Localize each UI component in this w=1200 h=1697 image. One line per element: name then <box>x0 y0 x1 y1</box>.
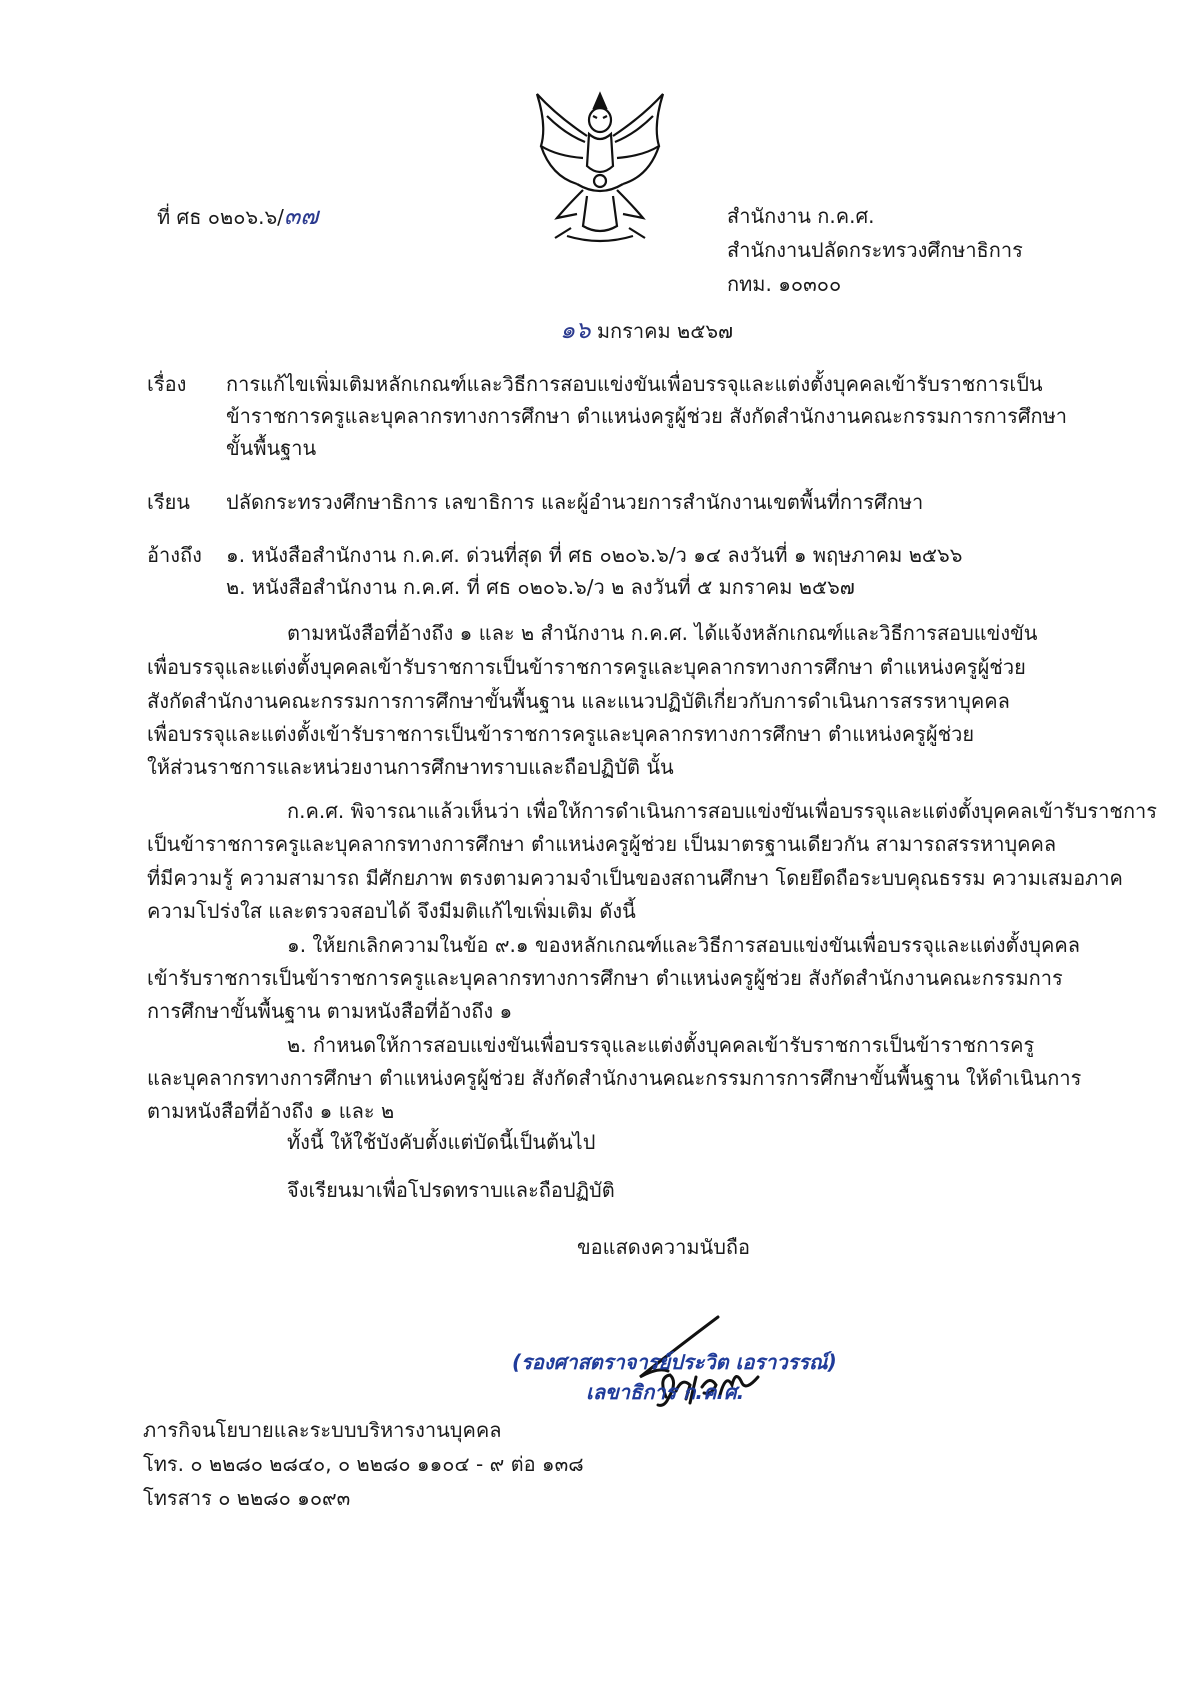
paragraph-1-line-5: ให้ส่วนราชการและหน่วยงานการศึกษาทราบและถือปฏิบัติ นั้น <box>147 755 674 779</box>
item-1-line-3: การศึกษาขั้นพื้นฐาน ตามหนังสือที่อ้างถึง ๑ <box>147 999 513 1023</box>
office-ministry: สำนักงานปลัดกระทรวงศึกษาธิการ <box>727 238 1023 262</box>
item-2-line-2: และบุคลากรทางการศึกษา ตำแหน่งครูผู้ช่วย สังกัดสำนักงานคณะกรรมการการศึกษาขั้นพื้นฐาน ให้ดำเนินการ <box>147 1066 1082 1090</box>
subject-line-3: ขั้นพื้นฐาน <box>226 436 317 460</box>
document-number-handwritten: ๓๗ <box>283 202 319 230</box>
item-2-line-1: ๒. กำหนดให้การสอบแข่งขันเพื่อบรรจุและแต่งตั้งบุคคลเข้ารับราชการเป็นข้าราชการครู <box>287 1033 1035 1057</box>
paragraph-1-line-4: เพื่อบรรจุและแต่งตั้งเข้ารับราชการเป็นข้าราชการครูและบุคลากรทางการศึกษา ตำแหน่งครูผู้ช่วย <box>147 722 975 746</box>
subject-label: เรื่อง <box>147 372 187 396</box>
effective-date-text: ทั้งนี้ ให้ใช้บังคับตั้งแต่บัดนี้เป็นต้นไป <box>287 1130 596 1154</box>
footer-fax: โทรสาร ๐ ๒๒๘๐ ๑๐๙๓ <box>143 1486 351 1510</box>
signer-title: เลขาธิการ ก.ค.ศ. <box>586 1380 745 1404</box>
paragraph-1-line-3: สังกัดสำนักงานคณะกรรมการการศึกษาขั้นพื้นฐาน และแนวปฏิบัติเกี่ยวกับการดำเนินการสรรหาบุคคล <box>147 689 1010 713</box>
paragraph-2-line-3: ที่มีความรู้ ความสามารถ มีศักยภาพ ตรงตามความจำเป็นของสถานศึกษา โดยยึดถือระบบคุณธรรม ความเสมอภาค <box>147 866 1123 890</box>
document-number <box>157 204 318 229</box>
subject-line-2: ข้าราชการครูและบุคลากรทางการศึกษา ตำแหน่งครูผู้ช่วย สังกัดสำนักงานคณะกรรมการการศึกษา <box>226 404 1068 428</box>
date-day-handwritten: ๑๖ <box>560 316 591 344</box>
document-number-prefix: ที่ ศธ ๐๒๐๖.๖/ <box>157 205 284 229</box>
paragraph-2-line-1: ก.ค.ศ. พิจารณาแล้วเห็นว่า เพื่อให้การดำเนินการสอบแข่งขันเพื่อบรรจุและแต่งตั้งบุคคลเข้ารับราชการ <box>287 799 1158 823</box>
item-1-line-2: เข้ารับราชการเป็นข้าราชการครูและบุคลากรทางการศึกษา ตำแหน่งครูผู้ช่วย สังกัดสำนักงานคณะกรรมการ <box>147 966 1063 990</box>
to-text: ปลัดกระทรวงศึกษาธิการ เลขาธิการ และผู้อำนวยการสำนักงานเขตพื้นที่การศึกษา <box>226 490 924 514</box>
closing-salutation: ขอแสดงความนับถือ <box>577 1235 751 1259</box>
reference-label: อ้างถึง <box>147 543 202 567</box>
letter-date <box>560 318 733 343</box>
paragraph-2-line-4: ความโปร่งใส และตรวจสอบได้ จึงมีมติแก้ไขเพิ่มเติม ดังนี้ <box>147 899 636 923</box>
closing-request-text: จึงเรียนมาเพื่อโปรดทราบและถือปฏิบัติ <box>287 1178 615 1202</box>
office-postcode: กทม. ๑๐๓๐๐ <box>727 272 842 296</box>
item-1-line-1: ๑. ให้ยกเลิกความในข้อ ๙.๑ ของหลักเกณฑ์และวิธีการสอบแข่งขันเพื่อบรรจุและแต่งตั้งบุคคล <box>287 933 1080 957</box>
paragraph-2-line-2: เป็นข้าราชการครูและบุคลากรทางการศึกษา ตำแหน่งครูผู้ช่วย เป็นมาตรฐานเดียวกัน สามารถสรรหาบุคคล <box>147 832 1057 856</box>
item-2-line-3: ตามหนังสือที่อ้างถึง ๑ และ ๒ <box>147 1099 395 1123</box>
paragraph-1-line-1: ตามหนังสือที่อ้างถึง ๑ และ ๒ สำนักงาน ก.ค.ศ. ได้แจ้งหลักเกณฑ์และวิธีการสอบแข่งขัน <box>287 621 1038 645</box>
paragraph-1-line-2: เพื่อบรรจุและแต่งตั้งบุคคลเข้ารับราชการเป็นข้าราชการครูและบุคลากรทางการศึกษา ตำแหน่งครูผู้ช่วย <box>147 655 1026 679</box>
subject-line-1: การแก้ไขเพิ่มเติมหลักเกณฑ์และวิธีการสอบแข่งขันเพื่อบรรจุและแต่งตั้งบุคคลเข้ารับราชการเป็น <box>226 372 1043 396</box>
date-month-year: มกราคม ๒๕๖๗ <box>596 319 734 343</box>
reference-item-2: ๒. หนังสือสำนักงาน ก.ค.ศ. ที่ ศธ ๐๒๐๖.๖/ว ๒ ลงวันที่ ๕ มกราคม ๒๕๖๗ <box>226 575 855 599</box>
reference-item-1: ๑. หนังสือสำนักงาน ก.ค.ศ. ด่วนที่สุด ที่ ศธ ๐๒๐๖.๖/ว ๑๔ ลงวันที่ ๑ พฤษภาคม ๒๕๖๖ <box>226 543 963 567</box>
office-name: สำนักงาน ก.ค.ศ. <box>727 204 875 228</box>
to-label: เรียน <box>147 490 190 514</box>
garuda-emblem-icon <box>527 86 673 248</box>
footer-phone: โทร. ๐ ๒๒๘๐ ๒๘๔๐, ๐ ๒๒๘๐ ๑๑๐๔ - ๙ ต่อ ๑๓๘ <box>143 1452 584 1476</box>
signer-name: (รองศาสตราจารย์ประวิต เอราวรรณ์) <box>512 1350 837 1374</box>
footer-department: ภารกิจนโยบายและระบบบริหารงานบุคคล <box>143 1418 502 1442</box>
